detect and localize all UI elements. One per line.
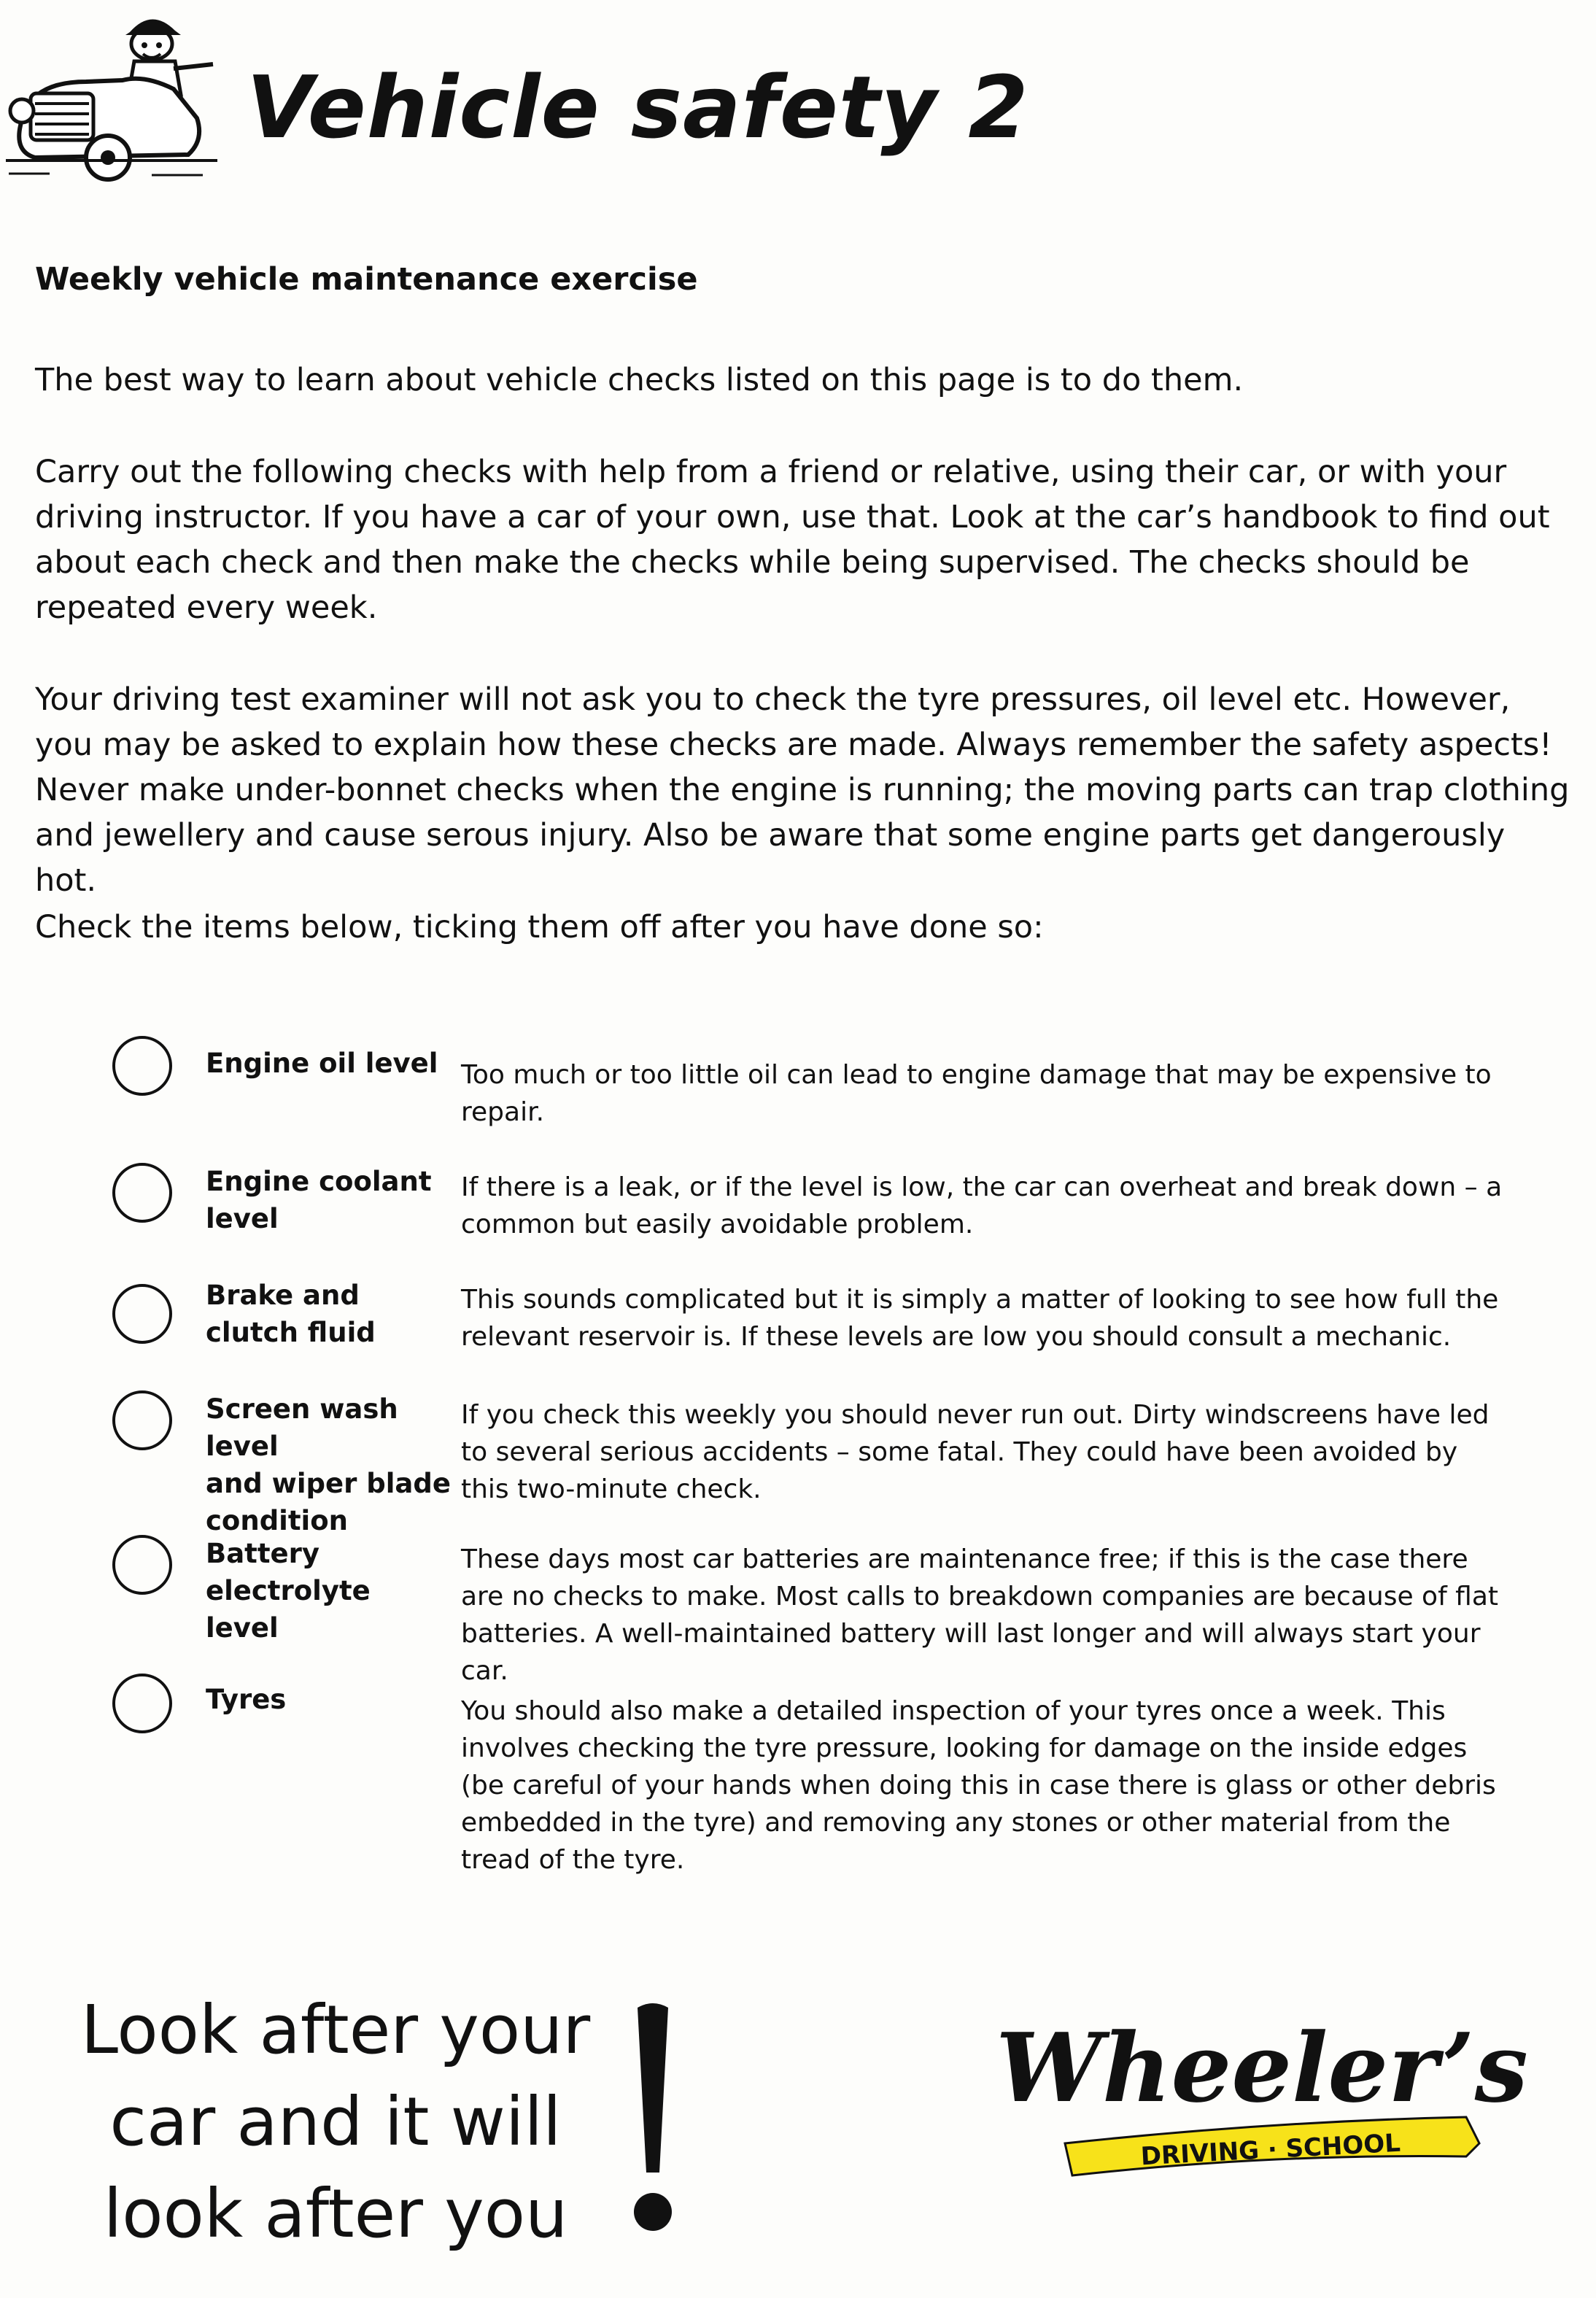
check-label: Brake and clutch fluid [206,1280,376,1348]
checklist-intro: Check the items below, ticking them off after you have done so: [35,909,1044,945]
tick-circle[interactable] [112,1163,172,1223]
exclamation-mark-icon [627,1999,678,2240]
cartoon-car-logo-icon [6,1,217,184]
tick-circle[interactable] [112,1674,172,1733]
check-description: Too much or too little oil can lead to engine damage that may be expensive to repair. [461,1060,1492,1127]
check-label: Engine coolant level [206,1166,432,1234]
tick-circle[interactable] [112,1390,172,1450]
page-title: Vehicle safety 2 [247,57,1029,158]
check-description: If you check this weekly you should never run out. Dirty windscreens have led to several serious accidents – some fatal. They could have been avoided by this two-minute check. [461,1400,1490,1504]
check-label: Engine oil level [206,1048,438,1079]
check-description: These days most car batteries are maintenance free; if this is the case there are no checks to make. Most calls to breakdown companies are because of flat batteries. A well-maintained battery will last longer and will always start your car. [461,1544,1499,1686]
check-description: If there is a leak, or if the level is low, the car can overheat and break down – a common but easily avoidable problem. [461,1172,1503,1239]
tick-circle[interactable] [112,1036,172,1096]
check-label: Battery electrolyte level [206,1538,371,1644]
check-label: Screen wash level and wiper blade condition [206,1393,451,1536]
section-heading: Weekly vehicle maintenance exercise [35,261,698,298]
check-description: This sounds complicated but it is simply a matter of looking to see how full the relevant reservoir is. If these levels are low you should consult a mechanic. [461,1285,1499,1352]
slogan: Look after your car and it will look after you [80,1991,591,2253]
intro-paragraph: The best way to learn about vehicle checks listed on this page is to do them. [35,362,1244,398]
check-label: Tyres [206,1684,287,1715]
brand-name: Wheeler’s [996,2012,1528,2124]
wheelers-driving-school-logo [996,2012,1528,2189]
safety-paragraph: Your driving test examiner will not ask you to check the tyre pressures, oil level etc. However, you may be asked to explain how these checks are made. Always remember the safety aspects! Never make under-bonnet checks when the engine is running; the moving parts can trap clothing and jewellery and cause serous injury. Also be aware that some engine parts get dangerously hot. [35,681,1570,899]
brand-tagline: DRIVING · SCHOOL [1139,2128,1401,2172]
tick-circle[interactable] [112,1535,172,1595]
check-description: You should also make a detailed inspection of your tyres once a week. This involves checking the tyre pressure, looking for damage on the inside edges (be careful of your hands when doing this in case there is glass or other debris embedded in the tyre) and removing any stones or other material from the tread of the tyre. [461,1696,1496,1875]
tick-circle[interactable] [112,1284,172,1344]
instructions-paragraph: Carry out the following checks with help from a friend or relative, using their car, or with your driving instructor. If you have a car of your own, use that. Look at the car’s handbook to find out about each check and then make the checks while being supervised. The checks should be repeated every week. [35,454,1550,626]
